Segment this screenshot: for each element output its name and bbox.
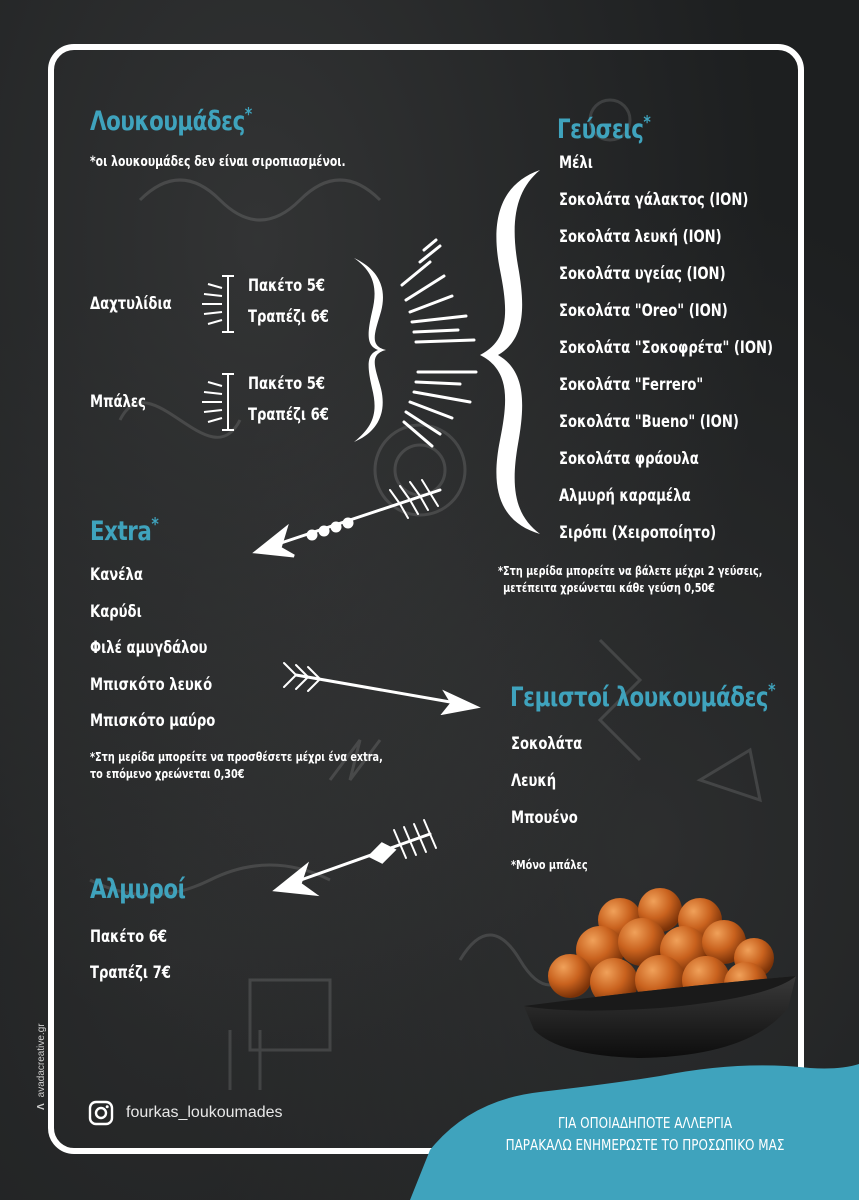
arrow-savory-icon — [270, 816, 450, 898]
flavor-item: Σοκολάτα φράουλα — [559, 449, 699, 469]
daxtylidia-prices — [248, 274, 342, 336]
flavors-note-line1: *Στη μερίδα μπορείτε να βάλετε μέχρι 2 γεύσεις, — [498, 563, 763, 578]
flavors-list — [559, 150, 808, 557]
price-daxtylidia-trapezi: Τραπέζι 6€ — [248, 307, 329, 327]
loukoumades-title-text: Λουκουμάδες — [90, 106, 245, 137]
extra-asterisk: * — [151, 514, 159, 535]
flavor-item: Σοκολάτα "Bueno" (ΙΟΝ) — [559, 412, 739, 432]
flavor-item: Σοκολάτα "Oreo" (ΙΟΝ) — [559, 301, 728, 321]
flavor-item: Σοκολάτα γάλακτος (ΙΟΝ) — [559, 190, 749, 210]
flavor-item: Σιρόπι (Χειροποίητο) — [559, 523, 717, 543]
arrow-filled-icon — [276, 655, 481, 715]
type-daxtylidia: Δαχτυλίδια — [90, 294, 172, 314]
filled-item: Μπουένο — [511, 807, 578, 828]
flavors-note-line2: μετέπειτα χρεώνεται κάθε γεύση 0,50€ — [503, 580, 715, 595]
extra-note-line2: το επόμενο χρεώνεται 0,30€ — [90, 766, 245, 781]
designer-logo-icon: Λ — [36, 1103, 47, 1110]
flavor-item: Σοκολάτα "Ferrero" — [559, 375, 704, 395]
extra-list — [90, 562, 236, 745]
bracket-mpales-icon — [200, 368, 240, 438]
savory-item: Πακέτο 6€ — [90, 927, 168, 947]
extra-note — [90, 748, 383, 782]
extra-item: Κανέλα — [90, 565, 143, 585]
savory-title: Αλμυροί — [90, 874, 186, 905]
savory-item: Τραπέζι 7€ — [90, 963, 171, 983]
filled-title — [510, 680, 775, 713]
extra-title — [90, 514, 158, 547]
loukoumades-title — [90, 104, 252, 137]
flavor-item: Μέλι — [559, 153, 593, 173]
instagram-icon — [88, 1100, 114, 1126]
bracket-daxtylidia-icon — [200, 270, 240, 340]
extra-item: Μπισκότο λευκό — [90, 674, 213, 695]
instagram-handle[interactable] — [88, 1100, 283, 1126]
flavors-note — [498, 562, 762, 596]
savory-list — [90, 924, 184, 996]
flavor-item: Σοκολάτα "Σοκοφρέτα" (ΙΟΝ) — [559, 338, 774, 358]
filled-asterisk: * — [768, 680, 776, 701]
filled-item: Λευκή — [511, 770, 557, 791]
filled-item: Σοκολάτα — [511, 734, 583, 754]
designer-credit-text: avadacreative.gr — [36, 1023, 47, 1098]
price-daxtylidia-paketo: Πακέτο 5€ — [248, 276, 326, 296]
filled-list — [511, 731, 594, 841]
designer-credit — [36, 1023, 47, 1110]
price-mpales-paketo: Πακέτο 5€ — [248, 374, 326, 394]
extra-note-line1: *Στη μερίδα μπορείτε να προσθέσετε μέχρι ένα extra, — [90, 749, 383, 764]
mpales-prices — [248, 372, 342, 434]
price-mpales-trapezi: Τραπέζι 6€ — [248, 405, 329, 425]
flavor-item: Αλμυρή καραμέλα — [559, 486, 691, 506]
extra-item: Φιλέ αμυγδάλου — [90, 638, 208, 659]
filled-title-text: Γεμιστοί λουκουμάδες — [510, 682, 769, 713]
flavors-title-text: Γεύσεις — [557, 114, 644, 145]
allergy-notice — [495, 1112, 796, 1156]
flavor-item: Σοκολάτα λευκή (ΙΟΝ) — [559, 227, 722, 247]
extra-item: Μπισκότο μαύρο — [90, 711, 216, 732]
loukoumades-asterisk: * — [244, 104, 252, 125]
extra-item: Καρύδι — [90, 601, 142, 622]
flavors-asterisk: * — [643, 112, 651, 133]
filled-note: *Μόνο μπάλες — [511, 857, 588, 872]
flavor-item: Σοκολάτα υγείας (ΙΟΝ) — [559, 264, 726, 284]
type-mpales: Μπάλες — [90, 392, 146, 412]
allergy-line2: ΠΑΡΑΚΑΛΩ ΕΝΗΜΕΡΩΣΤΕ ΤΟ ΠΡΟΣΩΠΙΚΟ ΜΑΣ — [505, 1136, 785, 1154]
allergy-line1: ΓΙΑ ΟΠΟΙΑΔΗΠΟΤΕ ΑΛΛΕΡΓΙΑ — [557, 1114, 733, 1132]
loukoumades-note: *οι λουκουμάδες δεν είναι σιροπιασμένοι. — [90, 154, 346, 170]
arrow-extra-icon — [250, 478, 460, 560]
instagram-handle-text: fourkas_loukoumades — [126, 1104, 283, 1121]
extra-title-text: Extra — [90, 516, 152, 547]
flavors-title — [557, 112, 650, 145]
loukoumades-bowl-image — [520, 880, 800, 1070]
